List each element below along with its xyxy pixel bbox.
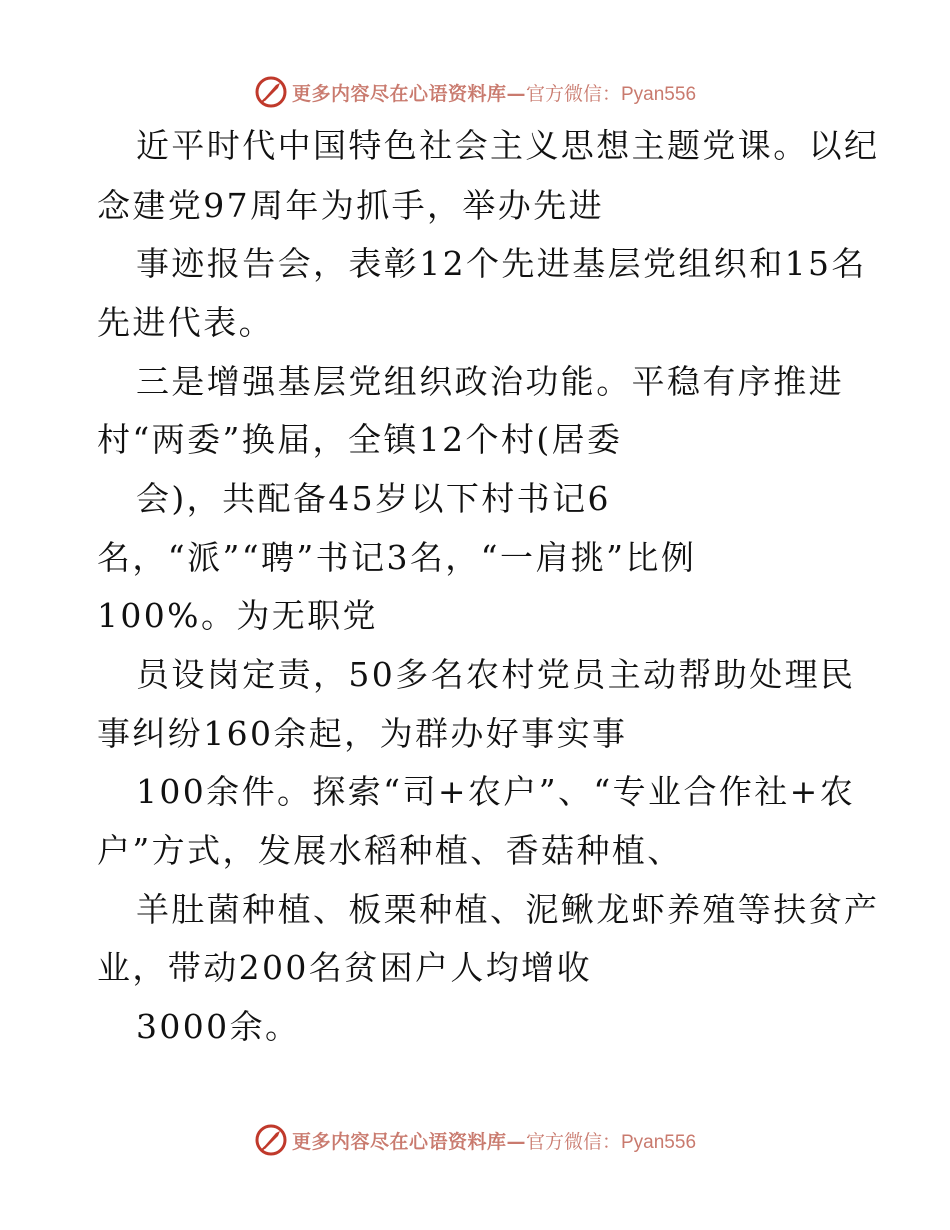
watermark-wechat-text: 官方微信：Pyan556 bbox=[526, 1131, 697, 1153]
watermark-main-text: 更多内容尽在心语资料库— bbox=[291, 82, 526, 105]
body-line: 三是增强基层党组织政治功能。平稳有序推进 bbox=[136, 362, 844, 401]
body-line: 事迹报告会，表彰12个先进基层党组织和15名 bbox=[136, 244, 867, 283]
body-line: 100余件。探索“司+农户”、“专业合作社+农 bbox=[136, 772, 856, 811]
body-line: 业，带动200名贫困户人均增收 bbox=[97, 948, 592, 987]
body-line: 户”方式，发展水稻种植、香菇种植、 bbox=[97, 831, 683, 870]
body-line: 会)，共配备45岁以下村书记6 bbox=[136, 479, 611, 518]
body-line: 念建党97周年为抓手，举办先进 bbox=[97, 186, 604, 225]
body-line: 100%。为无职党 bbox=[97, 596, 378, 635]
body-line: 3000余。 bbox=[136, 1007, 301, 1046]
body-line: 名，“派”“聘”书记3名，“一肩挑”比例 bbox=[97, 538, 697, 577]
watermark-main-text: 更多内容尽在心语资料库— bbox=[291, 1130, 526, 1153]
body-line: 先进代表。 bbox=[97, 303, 274, 342]
body-line: 村“两委”换届，全镇12个村(居委 bbox=[97, 420, 623, 459]
header-watermark bbox=[0, 72, 950, 112]
body-line: 员设岗定责，50多名农村党员主动帮助处理民 bbox=[136, 655, 856, 694]
body-line: 羊肚菌种植、板栗种植、泥鳅龙虾养殖等扶贫产 bbox=[136, 890, 880, 929]
footer-watermark bbox=[0, 1120, 950, 1160]
quill-pen-logo-icon bbox=[254, 75, 288, 109]
quill-pen-logo-icon bbox=[254, 1123, 288, 1157]
body-line: 事纠纷160余起，为群办好事实事 bbox=[97, 714, 628, 753]
body-line: 近平时代中国特色社会主义思想主题党课。以纪 bbox=[136, 126, 880, 165]
watermark-wechat-text: 官方微信：Pyan556 bbox=[526, 83, 697, 105]
